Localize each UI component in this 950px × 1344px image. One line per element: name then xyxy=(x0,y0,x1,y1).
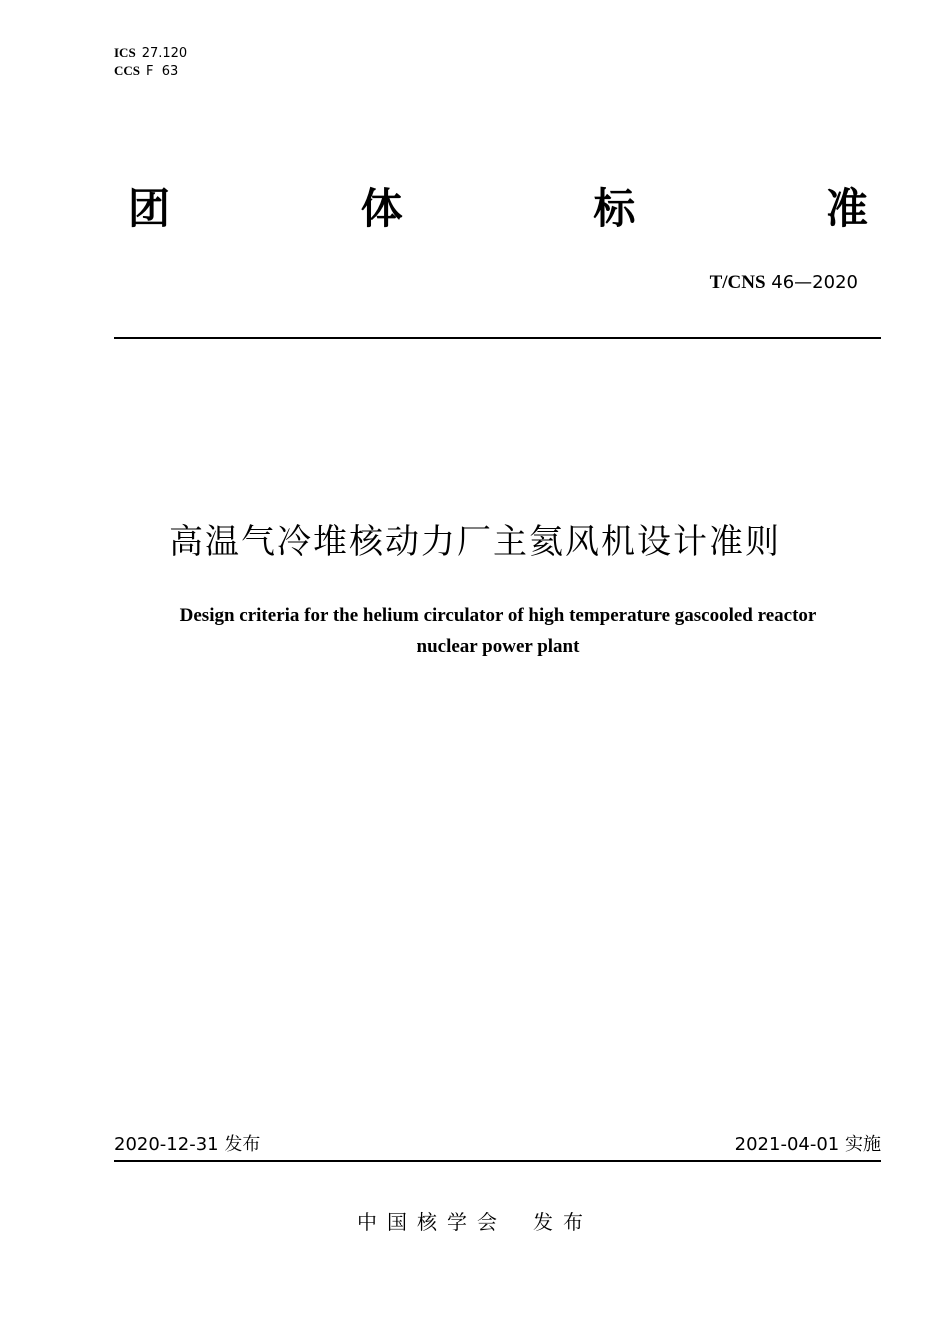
standard-type-char: 团 xyxy=(128,184,171,233)
bottom-divider xyxy=(114,1160,881,1162)
standard-type-char: 标 xyxy=(593,184,636,233)
standard-number-value: 46—2020 xyxy=(771,272,858,293)
standard-number xyxy=(710,272,858,294)
publisher-name: 中国核学会 xyxy=(357,1210,507,1234)
title-chinese: 高温气冷堆核动力厂主氦风机设计准则 xyxy=(169,522,781,562)
classification-codes xyxy=(114,44,187,80)
standard-type-char: 准 xyxy=(825,184,868,233)
ccs-value: F 63 xyxy=(146,64,179,79)
title-english-line: nuclear power plant xyxy=(416,636,580,657)
ccs-code xyxy=(114,62,187,80)
standard-number-prefix: T/CNS xyxy=(709,272,766,293)
title-english xyxy=(100,600,896,662)
ics-value: 27.120 xyxy=(141,46,188,61)
publish-date: 2020-12-31 发布 xyxy=(114,1134,261,1155)
title-english-line: Design criteria for the helium circulator of high temperature gascooled reactor xyxy=(179,605,817,626)
standard-type-char: 体 xyxy=(360,184,403,233)
ics-label: ICS xyxy=(114,45,136,60)
standard-type-heading xyxy=(128,184,868,234)
ics-code xyxy=(114,44,187,62)
implement-date: 2021-04-01 实施 xyxy=(734,1134,881,1155)
publisher xyxy=(0,1206,950,1235)
top-divider xyxy=(114,337,881,339)
ccs-label: CCS xyxy=(114,63,141,78)
publisher-action: 发布 xyxy=(533,1210,593,1234)
